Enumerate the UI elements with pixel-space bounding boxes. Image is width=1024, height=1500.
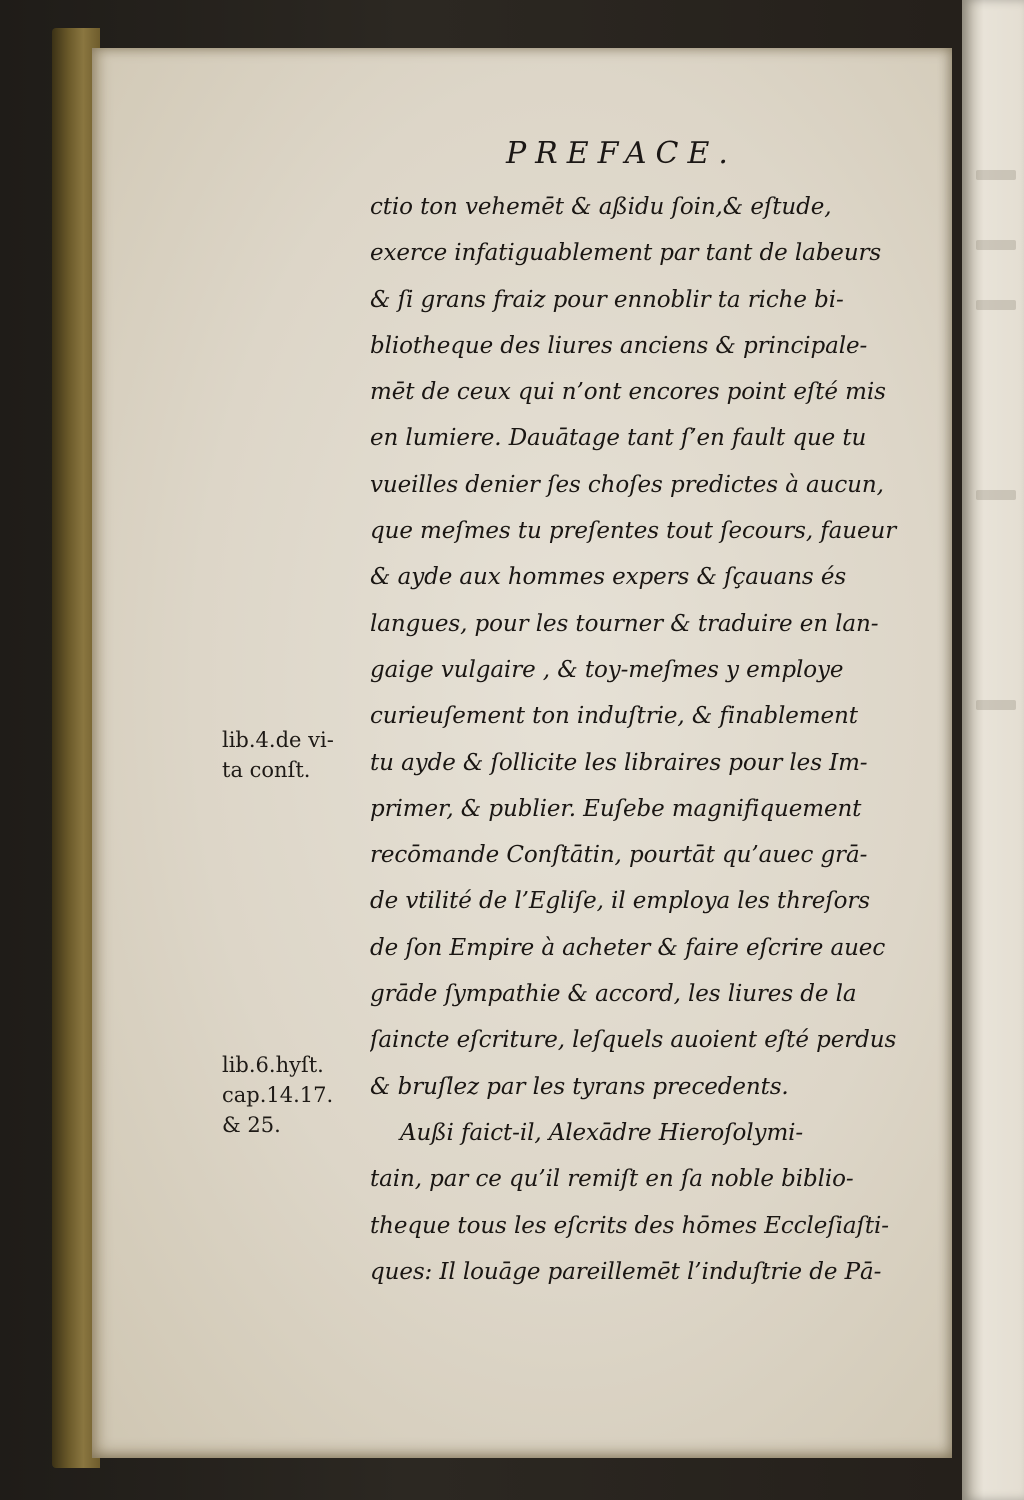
- text-line: en lumiere. Dauātage tant ſ’en fault que tu: [370, 425, 867, 452]
- marginal-note-line: ta conſt.: [222, 758, 311, 782]
- text-line: & ſi grans fraiz pour ennoblir ta riche bi-: [370, 286, 844, 313]
- body-text: [370, 184, 945, 1295]
- text-line: vueilles denier ſes choſes predictes à aucun,: [370, 471, 884, 498]
- running-head: PREFACE.: [506, 136, 737, 171]
- text-line: & ayde aux hommes expers & ſçauans és: [370, 564, 847, 591]
- facing-page-text-fragment: [976, 300, 1016, 310]
- text-line: de ſon Empire à acheter & faire eſcrire auec: [370, 934, 886, 961]
- text-line: bliotheque des liures anciens & principale-: [370, 332, 868, 359]
- marginal-note: [222, 1050, 362, 1140]
- marginal-note: [222, 725, 362, 785]
- text-line: langues, pour les tourner & traduire en lan-: [370, 610, 879, 637]
- text-line: & bruſlez par les tyrans precedents.: [370, 1073, 789, 1100]
- marginal-note-line: lib.6.hyſt.: [222, 1053, 324, 1077]
- text-line: de vtilité de l’Egliſe, il employa les threſors: [370, 888, 870, 915]
- text-line: tain, par ce qu’il remiſt en ſa noble biblio-: [370, 1166, 854, 1193]
- text-line: Außi faict-il, Alexādre Hieroſolymi-: [400, 1119, 804, 1146]
- facing-page-text-fragment: [976, 240, 1016, 250]
- facing-page-text-fragment: [976, 700, 1016, 710]
- facing-page-edge: [962, 0, 1024, 1500]
- text-line: theque tous les eſcrits des hōmes Eccleſiaſti-: [370, 1212, 889, 1239]
- text-line: recōmande Conſtātin, pourtāt qu’auec grā-: [370, 842, 868, 869]
- text-line: mēt de ceux qui n’ont encores point eſté mis: [370, 379, 886, 406]
- text-line: primer, & publier. Euſebe magnifiquement: [370, 795, 862, 822]
- text-line: ctio ton vehemēt & aßidu ſoin,& eſtude,: [370, 194, 832, 220]
- text-line: ſaincte eſcriture, leſquels auoient eſté perdus: [370, 1027, 897, 1054]
- text-line: exerce infatiguablement par tant de labeurs: [370, 240, 882, 267]
- text-line: gaige vulgaire , & toy-meſmes y employe: [370, 656, 844, 683]
- marginal-note-line: cap.14.17.: [222, 1083, 334, 1107]
- facing-page-text-fragment: [976, 490, 1016, 500]
- text-line: curieuſement ton induſtrie, & finablement: [370, 703, 858, 730]
- text-line: tu ayde & ſollicite les libraires pour les Im-: [370, 749, 868, 776]
- text-line: que meſmes tu preſentes tout ſecours, faueur: [370, 518, 897, 545]
- text-line: grāde ſympathie & accord, les liures de la: [370, 981, 857, 1008]
- text-line: ques: Il louāge pareillemēt l’induſtrie de Pā-: [370, 1258, 882, 1285]
- marginal-note-line: & 25.: [222, 1113, 281, 1137]
- marginal-note-line: lib.4.de vi-: [222, 728, 334, 752]
- facing-page-text-fragment: [976, 170, 1016, 180]
